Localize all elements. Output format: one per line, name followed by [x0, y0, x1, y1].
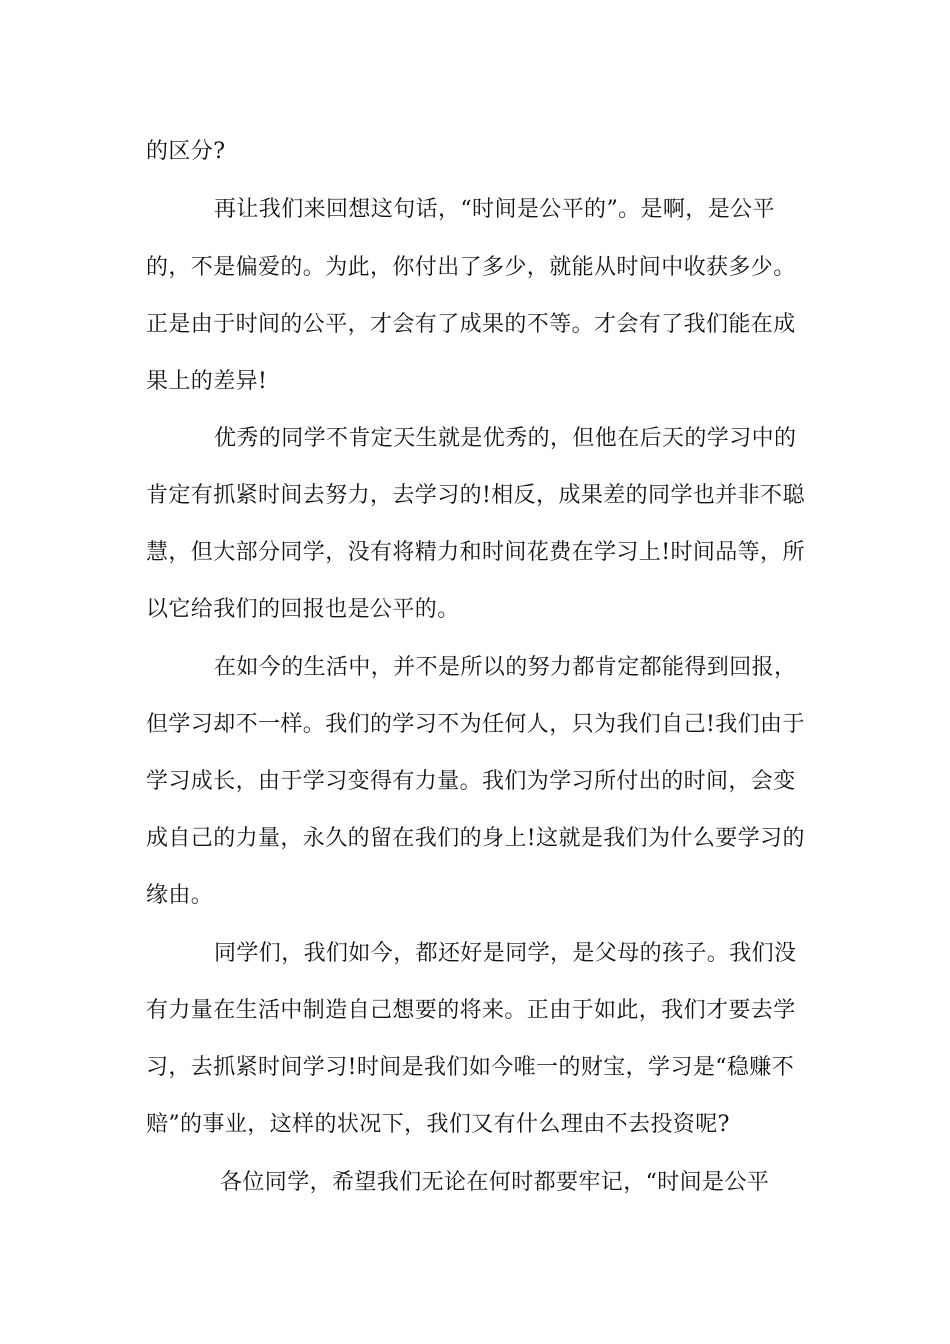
text-line: 赔”的事业，这样的状况下，我们又有什么理由不去投资呢?	[146, 1112, 730, 1137]
paragraph-first-line: 优秀的同学不肯定天生就是优秀的，但他在后天的学习中的	[214, 426, 797, 451]
text-line: 正是由于时间的公平，才会有了成果的不等。才会有了我们能在成	[146, 312, 796, 337]
paragraph-first-line: 同学们，我们如今，都还好是同学，是父母的孩子。我们没	[214, 941, 797, 966]
paragraph-first-line: 再让我们来回想这句话，“时间是公平的”。是啊，是公平	[214, 197, 775, 222]
paragraph-first-line: 在如今的生活中，并不是所以的努力都肯定都能得到回报，	[214, 655, 797, 680]
text-line: 学习成长，由于学习变得有力量。我们为学习所付出的时间，会变	[146, 769, 796, 794]
text-line: 以它给我们的回报也是公平的。	[146, 597, 460, 622]
paragraph-first-line: 各位同学，希望我们无论在何时都要牢记，“时间是公平	[220, 1170, 770, 1195]
text-line: 习，去抓紧时间学习!时间是我们如今唯一的财宝，学习是“稳赚不	[146, 1055, 795, 1080]
text-line: 肯定有抓紧时间去努力，去学习的!相反，成果差的同学也并非不聪	[146, 483, 805, 508]
text-line: 有力量在生活中制造自己想要的将来。正由于如此，我们才要去学	[146, 998, 796, 1023]
text-line: 缘由。	[146, 883, 214, 908]
text-line: 的，不是偏爱的。为此，你付出了多少，就能从时间中收获多少。	[146, 255, 796, 280]
text-line: 但学习却不一样。我们的学习不为任何人，只为我们自己!我们由于	[146, 712, 805, 737]
text-line: 果上的差异!	[146, 369, 268, 394]
text-line: 的区分?	[146, 139, 226, 164]
text-line: 成自己的力量，永久的留在我们的身上!这就是我们为什么要学习的	[146, 826, 805, 851]
text-line: 慧，但大部分同学，没有将精力和时间花费在学习上!时间品等，所	[146, 540, 805, 565]
